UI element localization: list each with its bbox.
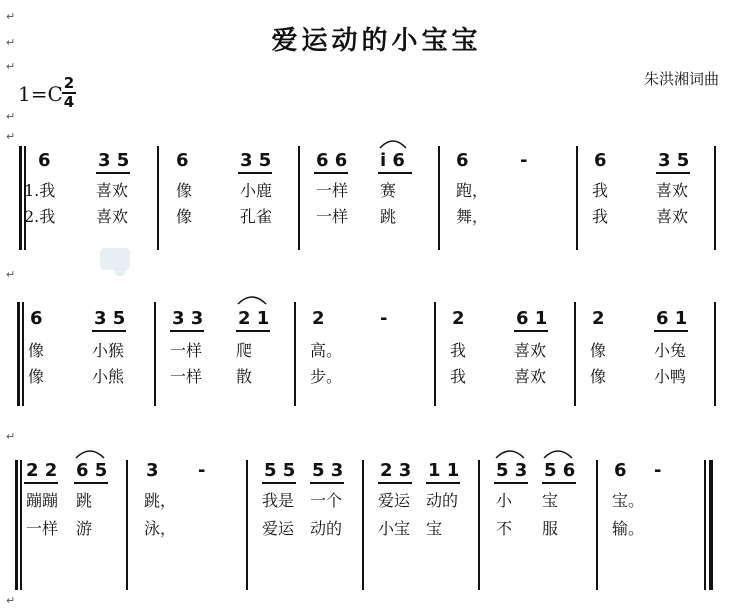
return-mark: ↵ — [6, 110, 16, 123]
barline — [576, 146, 578, 250]
lyric: 1.我 — [24, 181, 56, 200]
note: 3 5 — [658, 150, 690, 171]
lyric: 跳， — [144, 491, 177, 510]
lyric: 像 — [28, 341, 45, 360]
scan-speck — [100, 248, 130, 270]
lyric: 我 — [592, 181, 609, 200]
note: 2 1 — [238, 308, 270, 329]
return-mark: ↵ — [6, 594, 16, 607]
lyric: 步。 — [310, 367, 343, 386]
lyric: 小鸭 — [654, 367, 687, 386]
lyric: 宝。 — [612, 491, 645, 510]
lyric: 喜欢 — [96, 207, 129, 226]
lyric: 一个 — [310, 491, 343, 510]
eighth-underline — [656, 172, 690, 174]
lyric: 宝 — [542, 491, 559, 510]
system-bracket — [17, 302, 20, 406]
lyric: 泳， — [144, 519, 177, 538]
lyric: 游 — [76, 519, 93, 538]
note: 2 3 — [380, 460, 412, 481]
barline — [704, 460, 706, 590]
lyric: 我 — [592, 207, 609, 226]
note: 6 6 — [316, 150, 348, 171]
lyric: 孔雀 — [240, 207, 273, 226]
return-mark: ↵ — [6, 10, 16, 23]
note: 6 5 — [76, 460, 108, 481]
barline — [294, 302, 296, 406]
lyric: 2.我 — [24, 207, 56, 226]
note: 5 6 — [544, 460, 576, 481]
note: 6 — [30, 308, 43, 329]
lyric: 蹦蹦 — [26, 491, 59, 510]
eighth-underline — [170, 330, 204, 332]
lyric: 跑， — [456, 181, 489, 200]
lyric: 舞， — [456, 207, 489, 226]
lyric: 像 — [590, 341, 607, 360]
note: 2 — [312, 308, 325, 329]
barline — [434, 302, 436, 406]
note: - — [198, 460, 206, 481]
lyric: 动的 — [426, 491, 459, 510]
lyric: 像 — [176, 207, 193, 226]
barline — [22, 302, 24, 406]
barline — [298, 146, 300, 250]
note: 3 3 — [172, 308, 204, 329]
barline — [438, 146, 440, 250]
slur — [236, 292, 268, 306]
slur — [378, 136, 408, 150]
barline — [126, 460, 128, 590]
composer-credit: 朱洪湘词曲 — [643, 70, 719, 88]
slur — [74, 446, 106, 460]
lyric: 一样 — [316, 181, 349, 200]
lyric: 我 — [450, 341, 467, 360]
lyric: 像 — [28, 367, 45, 386]
eighth-underline — [542, 482, 576, 484]
lyric: 喜欢 — [656, 181, 689, 200]
lyric: 不 — [496, 519, 513, 538]
note: 6 — [456, 150, 469, 171]
note: - — [380, 308, 388, 329]
lyric: 跳 — [76, 491, 93, 510]
lyric: 赛 — [380, 181, 397, 200]
lyric: 跳 — [380, 207, 397, 226]
eighth-underline — [654, 330, 688, 332]
note: 6 1 — [516, 308, 548, 329]
note: 3 5 — [94, 308, 126, 329]
lyric: 小兔 — [654, 341, 687, 360]
barline — [246, 460, 248, 590]
barline — [20, 460, 22, 590]
lyric: 小宝 — [378, 519, 411, 538]
lyric: 动的 — [310, 519, 343, 538]
eighth-underline — [378, 172, 412, 174]
note: i 6 — [380, 150, 405, 171]
eighth-underline — [24, 482, 58, 484]
key-signature: 1=C — [18, 82, 63, 106]
note: 3 5 — [240, 150, 272, 171]
lyric: 像 — [590, 367, 607, 386]
return-mark: ↵ — [6, 130, 16, 143]
lyric: 一样 — [170, 341, 203, 360]
lyric: 一样 — [316, 207, 349, 226]
note: 5 5 — [264, 460, 296, 481]
eighth-underline — [74, 482, 108, 484]
return-mark: ↵ — [6, 36, 16, 49]
lyric: 一样 — [26, 519, 59, 538]
time-signature-bottom: 4 — [63, 93, 75, 111]
return-mark: ↵ — [6, 268, 16, 281]
lyric: 小 — [496, 491, 513, 510]
eighth-underline — [378, 482, 412, 484]
lyric: 小熊 — [92, 367, 125, 386]
note: - — [654, 460, 662, 481]
eighth-underline — [494, 482, 528, 484]
final-barline — [709, 460, 713, 590]
system-bracket — [15, 460, 18, 590]
eighth-underline — [426, 482, 460, 484]
barline — [714, 146, 716, 250]
note: 6 1 — [656, 308, 688, 329]
slur — [542, 446, 574, 460]
eighth-underline — [262, 482, 296, 484]
return-mark: ↵ — [6, 430, 16, 443]
lyric: 服 — [542, 519, 559, 538]
note: 3 5 — [98, 150, 130, 171]
lyric: 爬 — [236, 341, 253, 360]
barline — [362, 460, 364, 590]
note: 2 — [592, 308, 605, 329]
eighth-underline — [92, 330, 126, 332]
note: 3 — [146, 460, 159, 481]
note: 5 3 — [312, 460, 344, 481]
note: 6 — [594, 150, 607, 171]
lyric: 喜欢 — [514, 367, 547, 386]
barline — [157, 146, 159, 250]
barline — [478, 460, 480, 590]
lyric: 一样 — [170, 367, 203, 386]
eighth-underline — [238, 172, 272, 174]
lyric: 爱运 — [262, 519, 295, 538]
note: 5 3 — [496, 460, 528, 481]
lyric: 输。 — [612, 519, 645, 538]
system-bracket — [19, 146, 22, 250]
note: 1 1 — [428, 460, 460, 481]
barline — [154, 302, 156, 406]
eighth-underline — [514, 330, 548, 332]
lyric: 小猴 — [92, 341, 125, 360]
note: 6 — [38, 150, 51, 171]
lyric: 散 — [236, 367, 253, 386]
eighth-underline — [96, 172, 130, 174]
time-signature — [62, 76, 76, 110]
barline — [596, 460, 598, 590]
lyric: 爱运 — [378, 491, 411, 510]
slur — [494, 446, 526, 460]
return-mark: ↵ — [6, 60, 16, 73]
note: 2 2 — [26, 460, 58, 481]
eighth-underline — [236, 330, 270, 332]
barline — [574, 302, 576, 406]
note: - — [520, 150, 528, 171]
lyric: 喜欢 — [656, 207, 689, 226]
lyric: 我 — [450, 367, 467, 386]
lyric: 我是 — [262, 491, 295, 510]
lyric: 小鹿 — [240, 181, 273, 200]
note: 2 — [452, 308, 465, 329]
note: 6 — [176, 150, 189, 171]
lyric: 喜欢 — [514, 341, 547, 360]
lyric: 喜欢 — [96, 181, 129, 200]
eighth-underline — [310, 482, 344, 484]
eighth-underline — [314, 172, 348, 174]
barline — [714, 302, 716, 406]
lyric: 像 — [176, 181, 193, 200]
lyric: 高。 — [310, 341, 343, 360]
song-title: 爱运动的小宝宝 — [271, 26, 482, 56]
note: 6 — [614, 460, 627, 481]
scan-speck — [115, 268, 125, 276]
lyric: 宝 — [426, 519, 443, 538]
time-signature-top: 2 — [63, 74, 75, 92]
